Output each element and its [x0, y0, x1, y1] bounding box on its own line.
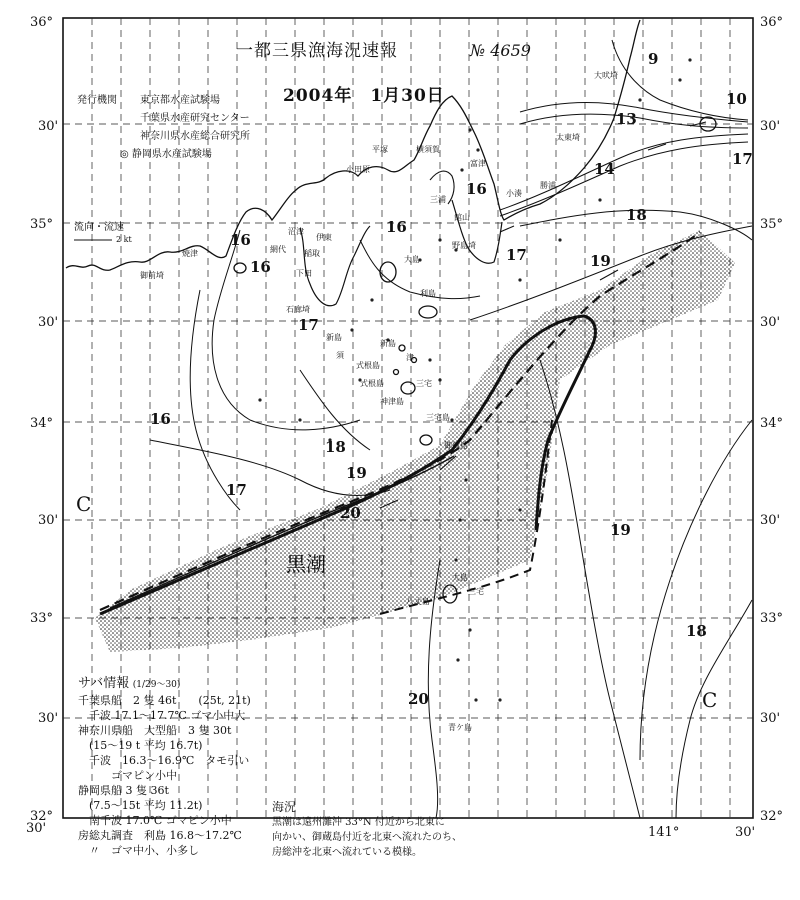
lat-label-right: 30'	[760, 119, 781, 134]
lat-label-left: 34°	[30, 416, 54, 431]
publisher-item-label: 静岡県水産試験場	[131, 149, 212, 160]
saba-line: (7.5〜15t 平均 11.2t)	[78, 799, 203, 812]
isotherm-label: 18	[686, 622, 707, 640]
place-label: 式根島	[356, 361, 380, 370]
place-label: 大島	[452, 573, 468, 582]
place-label: 富津	[470, 159, 486, 168]
issue-number: № 4659	[470, 41, 531, 60]
lat-label-right: 33°	[760, 611, 784, 626]
saba-period: (1/29〜30)	[132, 680, 181, 690]
conditions-line: 黒潮は遠州灘沖 33°N 付近から北東に	[272, 817, 445, 828]
lon-label: 30'	[735, 825, 756, 840]
lat-label-left: 36°	[30, 15, 54, 30]
place-label: 青ケ島	[448, 723, 472, 732]
lat-label-right: 30'	[760, 315, 781, 330]
lat-label-left: 33°	[30, 611, 54, 626]
saba-line: 神奈川県船 大型船 3 隻 30t	[78, 724, 232, 737]
isotherm-label: 17	[506, 246, 527, 264]
lat-label-right: 32°	[760, 809, 784, 824]
isotherm-label: 18	[626, 206, 647, 224]
saba-line: 房総丸調査 利島 16.8〜17.2℃	[78, 829, 242, 842]
place-label: 横須賀	[416, 145, 440, 154]
conditions-line: 房総沖を北東へ流れている模様。	[272, 847, 422, 858]
isotherm-label: 13	[616, 110, 637, 128]
isotherm-label: 17	[226, 481, 247, 499]
page-title: 一都三県漁海況速報	[236, 41, 398, 61]
saba-line: (15〜19 t 平均 16.7t)	[78, 739, 203, 752]
place-label: 大吠埼	[594, 71, 618, 80]
place-label: 沼津	[288, 227, 304, 236]
isotherm-label: 18	[325, 438, 346, 456]
place-label: 下田	[296, 269, 312, 278]
lat-label-left: 32°	[30, 809, 54, 824]
isotherm-label: 16	[386, 218, 407, 236]
saba-line: 南千波 17.0℃ ゴマピン小中	[78, 814, 232, 827]
place-label: 利島	[420, 289, 436, 298]
lat-label-right: 35°	[760, 217, 784, 232]
saba-line: 千葉県船 2 隻 46t (25t, 21t)	[78, 694, 251, 707]
place-label: 三宅島	[426, 413, 450, 422]
isotherm-label: 16	[230, 231, 251, 249]
sea-conditions-notes	[272, 800, 462, 860]
lon-label: 30'	[26, 821, 47, 836]
place-label: 新島	[380, 339, 396, 348]
isotherm-label: 16	[250, 258, 271, 276]
isotherm-label: 17	[298, 316, 319, 334]
kuroshio-label: 黒潮	[286, 552, 326, 576]
lat-label-left: 30'	[38, 315, 59, 330]
saba-line: ゴマピン小中	[78, 769, 177, 782]
place-label: 小湊	[506, 189, 522, 198]
publisher-item: 東京都水産試験場	[140, 95, 220, 106]
place-label: 八丈島	[406, 597, 430, 606]
place-label: 三宅	[468, 587, 484, 596]
place-label: 三浦	[430, 195, 446, 204]
place-label: 稲取	[304, 249, 320, 258]
lat-label-right: 36°	[760, 15, 784, 30]
isotherm-label: 19	[346, 464, 367, 482]
place-label: 伊東	[316, 233, 332, 242]
lat-label-left: 35°	[30, 217, 54, 232]
isotherm-label: 9	[648, 50, 659, 68]
boso-peninsula	[452, 200, 502, 263]
saba-line: 静岡県船 3 隻 36t	[78, 784, 169, 797]
publisher-dot-icon: ◎	[120, 149, 132, 160]
place-label: 三宅	[416, 379, 432, 388]
lat-label-right: 30'	[760, 513, 781, 528]
isotherm-label: 10	[726, 90, 747, 108]
lat-label-right: 34°	[760, 416, 784, 431]
place-label: 焼津	[182, 249, 198, 258]
publisher-item: 千葉県水産研究センター	[140, 113, 250, 124]
legend-scale: 2 kt	[116, 235, 132, 244]
cold-water-label-right: C	[702, 688, 718, 712]
place-label: 大島	[404, 255, 420, 264]
cold-water-label-left: C	[76, 492, 92, 516]
lat-label-left: 30'	[38, 119, 59, 134]
isotherm-label: 20	[408, 690, 429, 708]
saba-line: 千波 17.1〜17.7℃ ゴマ小中大	[78, 709, 246, 722]
place-label: 館山	[454, 213, 470, 222]
place-label: 網代	[270, 245, 286, 254]
conditions-line: 向かい、御蔵島付近を北東へ流れたのち、	[272, 832, 462, 843]
place-label: 津	[406, 353, 414, 362]
lat-label-right: 30'	[760, 711, 781, 726]
izu-peninsula	[300, 226, 370, 306]
place-label: 新島	[326, 333, 342, 342]
place-label: 須	[336, 351, 344, 360]
place-label: 神津島	[380, 397, 404, 406]
isotherm-label: 16	[150, 410, 171, 428]
publishers-heading: 発行機関	[77, 95, 117, 106]
place-label: 太東埼	[556, 133, 580, 142]
saba-title: サバ情報	[78, 676, 130, 691]
isotherm-label: 19	[610, 521, 631, 539]
lat-label-left: 30'	[38, 513, 59, 528]
saba-line: 〃 ゴマ中小、小多し	[78, 844, 199, 857]
saba-info-box	[78, 676, 268, 858]
place-label: 野島埼	[452, 241, 476, 250]
isotherm-label: 20	[340, 504, 361, 522]
conditions-heading: 海況	[272, 800, 297, 814]
saba-line: 千波 16.3〜16.9℃ タモ引い	[78, 754, 250, 767]
issue-date: 2004年 1月30日	[283, 86, 445, 106]
isotherm-label: 14	[594, 160, 615, 178]
place-label: 御前埼	[140, 271, 164, 280]
publisher-item	[120, 150, 212, 160]
isotherm-label: 19	[590, 252, 611, 270]
isotherm-label: 16	[466, 180, 487, 198]
lon-label: 141°	[648, 825, 680, 840]
lat-label-left: 30'	[38, 711, 59, 726]
isotherm-label: 17	[732, 150, 753, 168]
place-label: 式根島	[360, 379, 384, 388]
place-label: 勝浦	[540, 181, 556, 190]
place-label: 小田原	[346, 165, 370, 174]
place-label: 石廊埼	[286, 305, 310, 314]
place-label: 平塚	[372, 145, 388, 154]
publisher-item: 神奈川県水産総合研究所	[140, 131, 250, 142]
legend-label: 流向・流速	[74, 222, 124, 233]
place-label: 御蔵島	[444, 441, 468, 450]
